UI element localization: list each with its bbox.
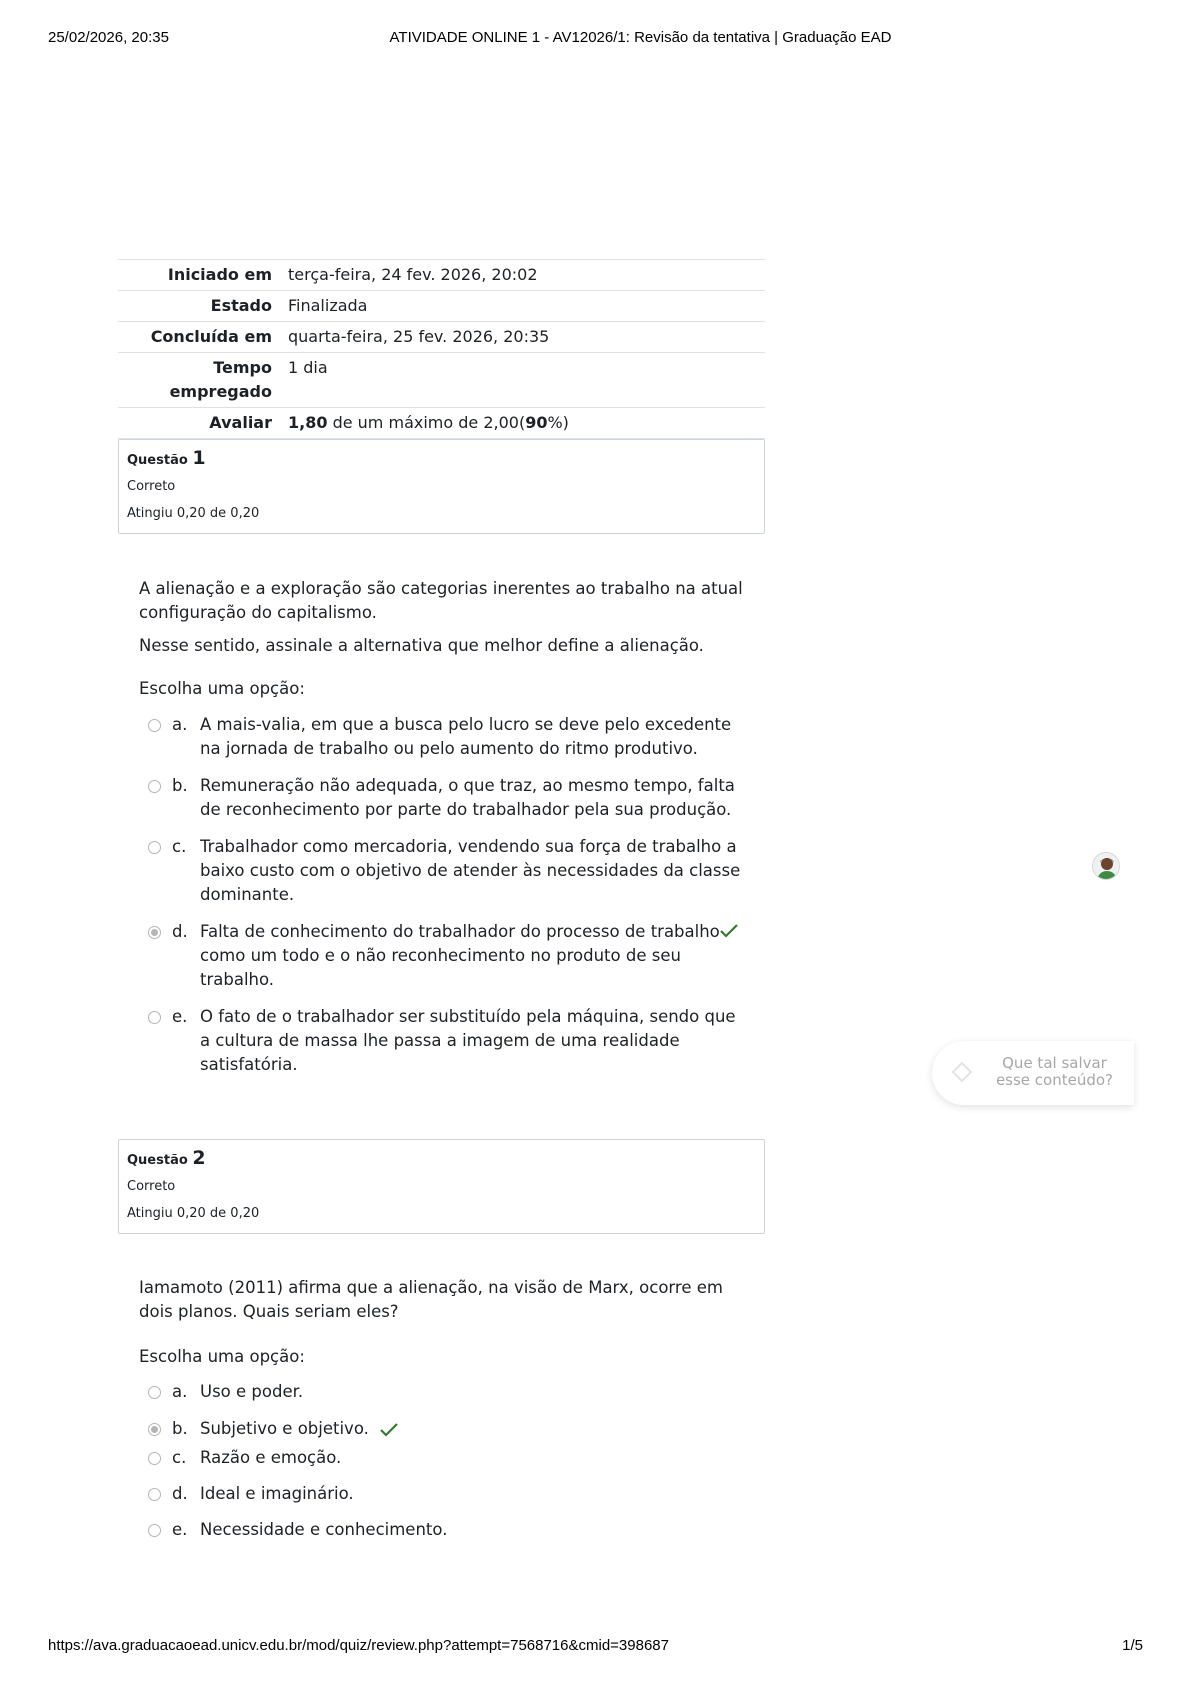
print-page-number: 1/5 [1122, 1637, 1143, 1654]
option-letter: b. [172, 1419, 188, 1438]
radio-button[interactable] [148, 1524, 161, 1537]
answer-option-b[interactable] [148, 774, 748, 822]
option-text: Remuneração não adequada, o que traz, ao mesmo tempo, falta de reconhecimento por parte do trabalhador pela sua produção. [200, 776, 735, 819]
print-footer [0, 1637, 1191, 1657]
option-letter: a. [172, 1382, 188, 1401]
answer-option-a[interactable] [148, 713, 748, 761]
summary-label: Iniciado em [118, 260, 280, 291]
answer-option-a[interactable] [148, 1380, 748, 1404]
question-1-info [118, 439, 765, 534]
summary-row-state [118, 291, 765, 322]
summary-row-grade [118, 408, 765, 439]
avatar-icon [1093, 853, 1120, 880]
question-paragraph: Nesse sentido, assinale a alternativa que melhor define a alienação. [139, 636, 704, 655]
question-2-answer-list [148, 1380, 748, 1555]
grade-percent: 90 [525, 413, 548, 432]
answer-option-e[interactable] [148, 1518, 748, 1542]
question-2-info [118, 1139, 765, 1234]
answer-option-d[interactable] [148, 1482, 748, 1506]
save-content-popup[interactable] [932, 1041, 1134, 1105]
summary-value: 1 dia [280, 353, 765, 408]
radio-button-selected[interactable] [148, 1423, 161, 1436]
radio-button[interactable] [148, 1452, 161, 1465]
summary-value: Finalizada [280, 291, 765, 322]
option-letter: d. [172, 922, 188, 941]
question-paragraph: A alienação e a exploração são categorias inerentes ao trabalho na atual configuração do capitalismo. [139, 579, 743, 622]
option-text: Falta de conhecimento do trabalhador do processo de trabalho como um todo e o não reconhecimento no produto de seu trabalho. [200, 922, 720, 989]
question-label: Questão [127, 453, 188, 468]
option-letter: d. [172, 1484, 188, 1503]
question-1-prompt: Escolha uma opção: [139, 679, 305, 698]
summary-label: Concluída em [118, 322, 280, 353]
question-state: Correto [127, 479, 176, 494]
option-text: Razão e emoção. [200, 1448, 342, 1467]
option-text: A mais-valia, em que a busca pelo lucro se deve pelo excedente na jornada de trabalho ou pelo aumento do ritmo produtivo. [200, 715, 732, 758]
print-header [0, 29, 1191, 49]
summary-label: Avaliar [118, 408, 280, 439]
question-2-text [139, 1276, 749, 1333]
grade-max: de um máximo de 2,00( [332, 413, 526, 432]
diamond-icon [950, 1060, 974, 1084]
option-text: O fato de o trabalhador ser substituído pela máquina, sendo que a cultura de massa lhe passa a imagem de uma realidade satisfatória. [200, 1007, 736, 1074]
summary-value: terça-feira, 24 fev. 2026, 20:02 [280, 260, 765, 291]
option-text: Necessidade e conhecimento. [200, 1520, 448, 1539]
option-letter: e. [172, 1007, 188, 1026]
save-popup-line: esse conteúdo? [995, 1071, 1114, 1089]
option-text: Uso e poder. [200, 1382, 304, 1401]
question-grade: Atingiu 0,20 de 0,20 [127, 1206, 260, 1221]
save-popup-line: Que tal salvar [1002, 1054, 1107, 1072]
answer-option-c[interactable] [148, 1446, 748, 1470]
option-text: Subjetivo e objetivo. [200, 1419, 369, 1438]
summary-label: Estado [118, 291, 280, 322]
option-letter: c. [172, 837, 187, 856]
radio-button[interactable] [148, 1488, 161, 1501]
print-url: https://ava.graduacaoead.unicv.edu.br/mod/quiz/review.php?attempt=7568716&cmid=398687 [48, 1637, 669, 1654]
summary-value: quarta-feira, 25 fev. 2026, 20:35 [280, 322, 765, 353]
option-letter: c. [172, 1448, 187, 1467]
answer-option-b[interactable] [148, 1417, 748, 1441]
question-1-answer-list [148, 713, 748, 1090]
grade-percent-suffix: %) [547, 413, 569, 432]
grade-score: 1,80 [288, 413, 328, 432]
summary-label-line: Tempo [213, 358, 272, 377]
attempt-summary-table [118, 259, 765, 439]
radio-button[interactable] [148, 1386, 161, 1399]
option-letter: e. [172, 1520, 188, 1539]
print-datetime: 25/02/2026, 20:35 [48, 29, 169, 46]
radio-button[interactable] [148, 1011, 161, 1024]
question-number [127, 1148, 756, 1171]
summary-label [118, 353, 280, 408]
correct-check-icon [380, 1423, 398, 1437]
summary-row-started [118, 260, 765, 291]
radio-button[interactable] [148, 841, 161, 854]
option-letter: b. [172, 776, 188, 795]
question-2-prompt: Escolha uma opção: [139, 1347, 305, 1366]
option-letter: a. [172, 715, 188, 734]
summary-label-line: empregado [169, 382, 272, 401]
summary-row-completed [118, 322, 765, 353]
summary-value [280, 408, 765, 439]
radio-button[interactable] [148, 719, 161, 732]
correct-check-icon [720, 924, 738, 938]
question-1-text [139, 577, 749, 667]
summary-row-time [118, 353, 765, 408]
option-text: Ideal e imaginário. [200, 1484, 354, 1503]
answer-option-e[interactable] [148, 1005, 748, 1077]
question-label: Questão [127, 1153, 188, 1168]
radio-button-selected[interactable] [148, 926, 161, 939]
question-number-value: 1 [192, 447, 206, 469]
question-paragraph: Iamamoto (2011) afirma que a alienação, na visão de Marx, ocorre em dois planos. Quais seriam eles? [139, 1278, 723, 1321]
save-popup-text [982, 1055, 1127, 1089]
question-number-value: 2 [192, 1147, 206, 1169]
option-text: Trabalhador como mercadoria, vendendo sua força de trabalho a baixo custo com o objetivo de atender às necessidades da classe dominante. [200, 837, 741, 904]
question-grade: Atingiu 0,20 de 0,20 [127, 506, 260, 521]
radio-button[interactable] [148, 780, 161, 793]
print-page-title: ATIVIDADE ONLINE 1 - AV12026/1: Revisão da tentativa | Graduação EAD [389, 29, 892, 46]
question-number [127, 448, 756, 471]
assistant-avatar[interactable] [1092, 852, 1120, 880]
answer-option-c[interactable] [148, 835, 748, 907]
question-state: Correto [127, 1179, 176, 1194]
answer-option-d[interactable] [148, 920, 748, 992]
